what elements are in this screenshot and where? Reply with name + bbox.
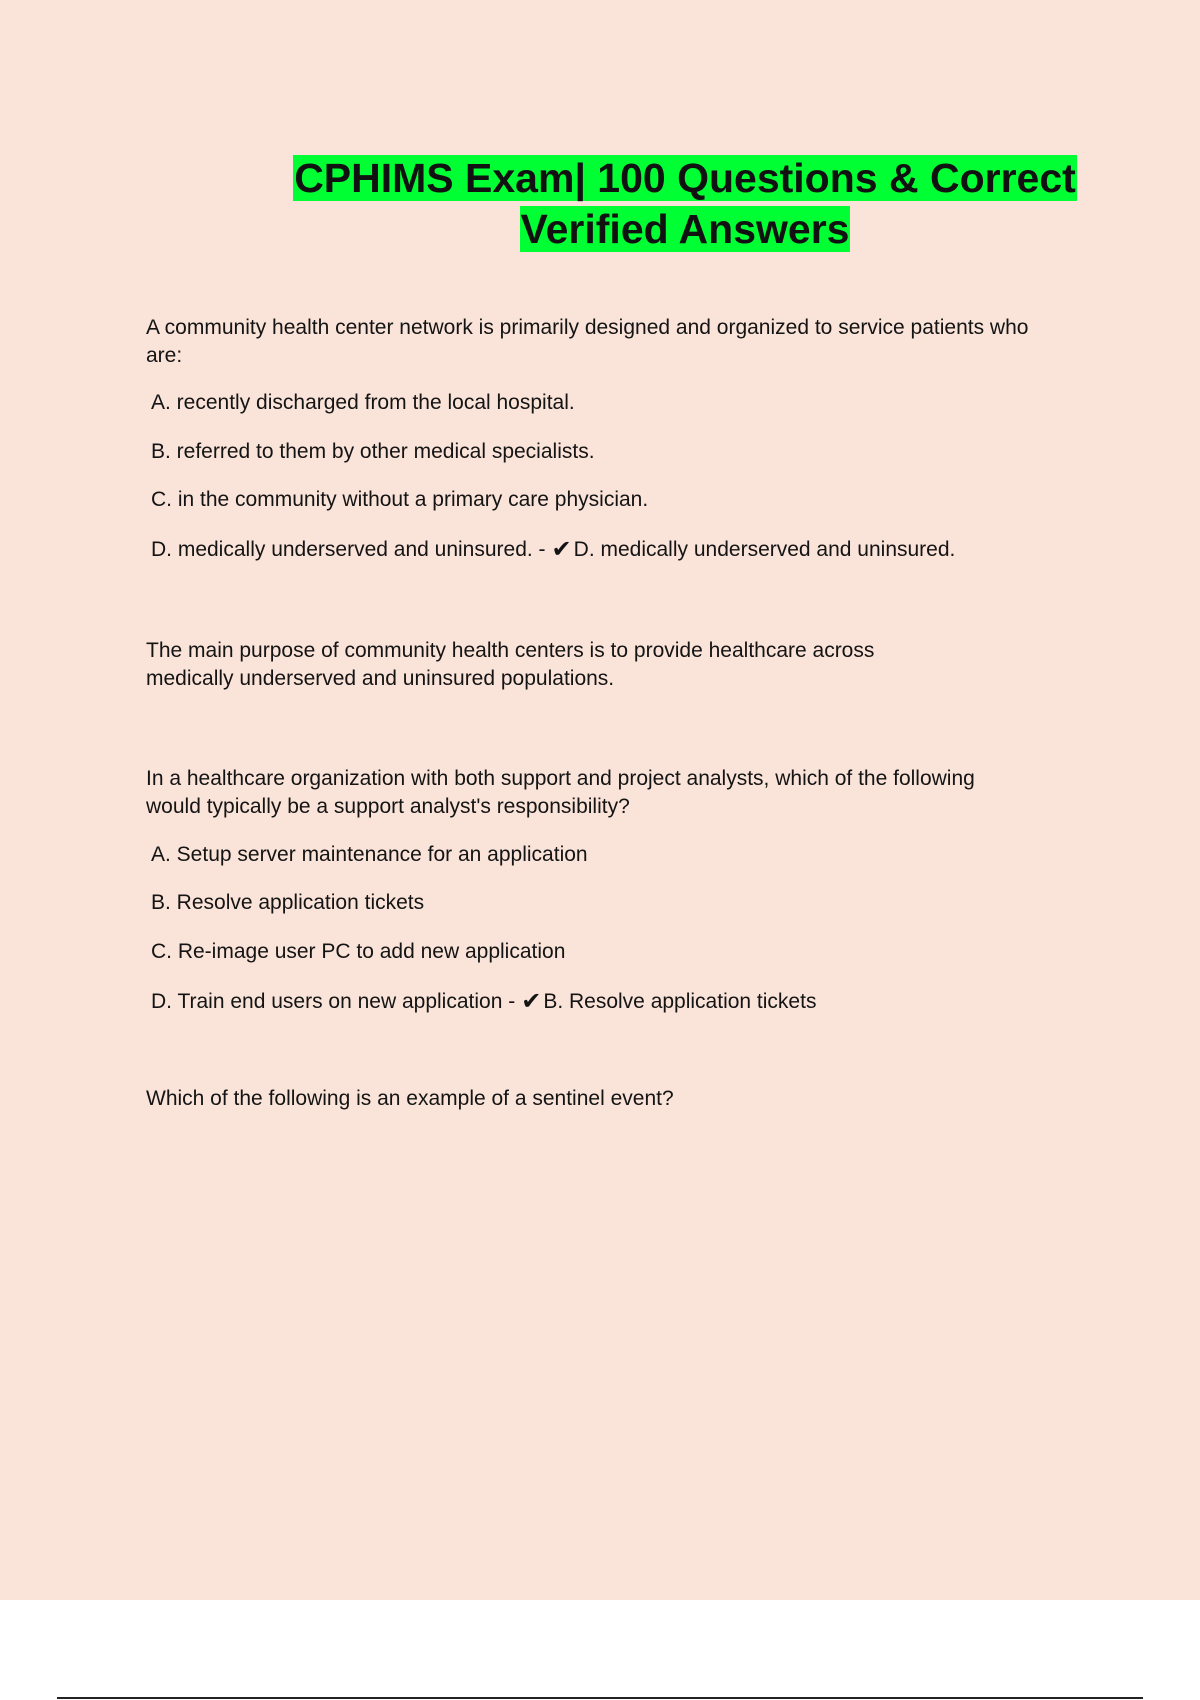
question-1-explanation-line-1: The main purpose of community health centers is to provide healthcare across bbox=[146, 639, 875, 662]
title-line-1: CPHIMS Exam| 100 Questions & Correct bbox=[294, 155, 1076, 201]
question-1-answer: D. medically underserved and uninsured. bbox=[573, 538, 956, 561]
question-1-option-a: A. recently discharged from the local hospital. bbox=[151, 391, 575, 414]
question-1-option-c: C. in the community without a primary care physician. bbox=[151, 488, 649, 511]
question-2-prompt-line-2: would typically be a support analyst's responsibility? bbox=[146, 795, 630, 818]
check-icon: ✔ bbox=[551, 536, 572, 563]
question-2-prompt bbox=[146, 765, 1106, 821]
question-1-option-d bbox=[151, 536, 1111, 564]
question-2-option-b: B. Resolve application tickets bbox=[151, 891, 425, 914]
question-1-option-b: B. referred to them by other medical specialists. bbox=[151, 440, 595, 463]
question-2-option-d bbox=[151, 988, 1111, 1016]
question-1-option-d-label: D. medically underserved and uninsured. - bbox=[151, 538, 546, 561]
title-line-2: Verified Answers bbox=[520, 206, 850, 252]
footer-divider bbox=[57, 1697, 1143, 1699]
check-icon: ✔ bbox=[521, 988, 542, 1015]
question-2-answer: B. Resolve application tickets bbox=[543, 990, 817, 1013]
document-title bbox=[280, 153, 1090, 255]
question-1-explanation-line-2: medically underserved and uninsured populations. bbox=[146, 667, 615, 690]
question-3-prompt-line-1: Which of the following is an example of a sentinel event? bbox=[146, 1087, 674, 1110]
question-2-prompt-line-1: In a healthcare organization with both support and project analysts, which of the following bbox=[146, 767, 975, 790]
question-1-prompt-line-1: A community health center network is primarily designed and organized to service patients who bbox=[146, 316, 1029, 339]
question-2-option-a: A. Setup server maintenance for an application bbox=[151, 843, 588, 866]
question-1-prompt bbox=[146, 314, 1106, 370]
question-2-option-c: C. Re-image user PC to add new application bbox=[151, 940, 566, 963]
question-2-option-d-label: D. Train end users on new application - bbox=[151, 990, 516, 1013]
question-1-prompt-line-2: are: bbox=[146, 344, 183, 367]
question-1-explanation bbox=[146, 637, 1106, 693]
question-3-prompt bbox=[146, 1085, 1106, 1113]
